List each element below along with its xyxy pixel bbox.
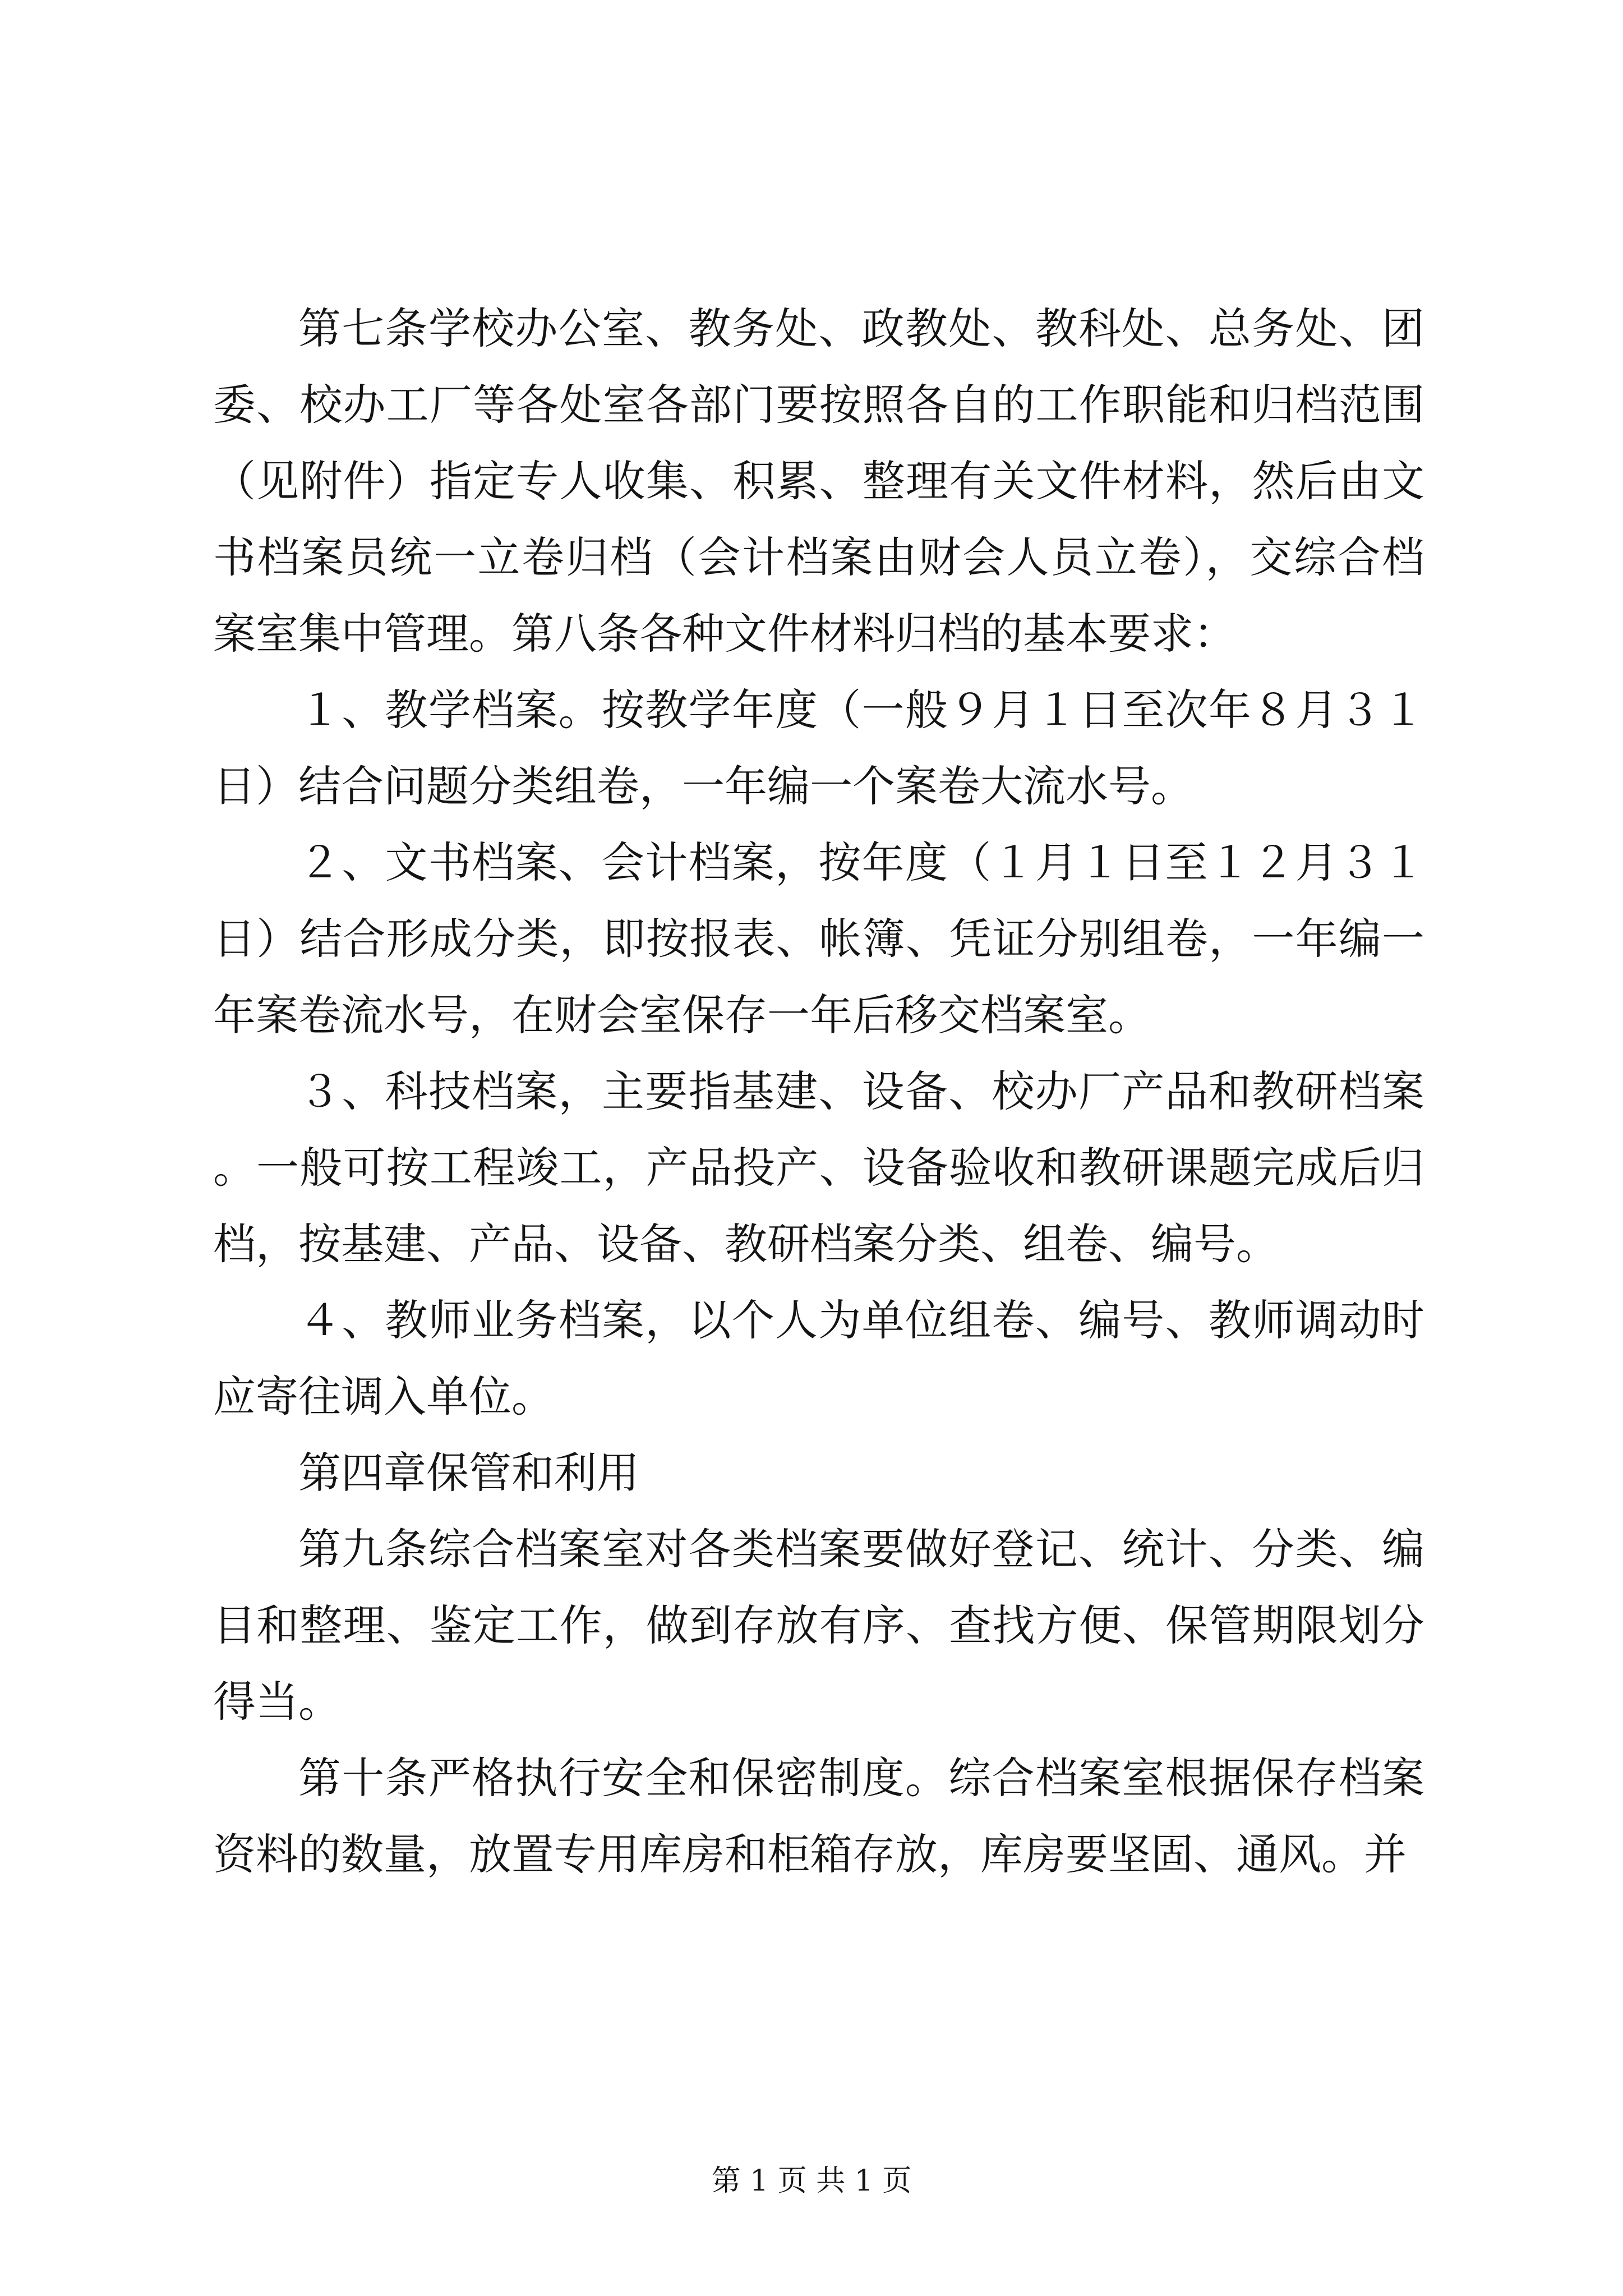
paragraph-article-9: 第九条综合档案室对各类档案要做好登记、统计、分类、编目和整理、鉴定工作，做到存放有序、查找方便、保管期限划分得当。: [213, 1524, 1424, 1727]
paragraph-teaching-archives: １、教学档案。按教学年度（一般９月１日至次年８月３１日）结合问题分类组卷，一年编一个案卷大流水号。: [213, 685, 1424, 811]
paragraph-teacher-archives: ４、教师业务档案，以个人为单位组卷、编号、教师调动时应寄往调入单位。: [213, 1295, 1424, 1421]
chapter-heading: 第四章保管和利用: [298, 1448, 639, 1498]
document-body: [213, 291, 1424, 1893]
paragraph-article-10: 第十条严格执行安全和保密制度。综合档案室根据保存档案资料的数量，放置专用库房和柜箱存放，库房要坚固、通风。并: [213, 1753, 1424, 1879]
paragraph-article-7-8: 第七条学校办公室、教务处、政教处、教科处、总务处、团委、校办工厂等各处室各部门要按照各自的工作职能和归档范围（见附件）指定专人收集、积累、整理有关文件材料，然后由文书档案员统一立卷归档（会计档案由财会人员立卷），交综合档案室集中管理。第八条各种文件材料归档的基本要求：: [213, 303, 1424, 659]
page-number-footer: 第 1 页 共 1 页: [711, 2164, 912, 2198]
paragraph-document-accounting-archives: ２、文书档案、会计档案，按年度（１月１日至１２月３１日）结合形成分类，即按报表、帐簿、凭证分别组卷，一年编一年案卷流水号，在财会室保存一年后移交档案室。: [213, 838, 1424, 1040]
paragraph-technology-archives: ３、科技档案，主要指基建、设备、校办厂产品和教研档案。一般可按工程竣工，产品投产、设备验收和教研课题完成后归档，按基建、产品、设备、教研档案分类、组卷、编号。: [213, 1066, 1424, 1269]
